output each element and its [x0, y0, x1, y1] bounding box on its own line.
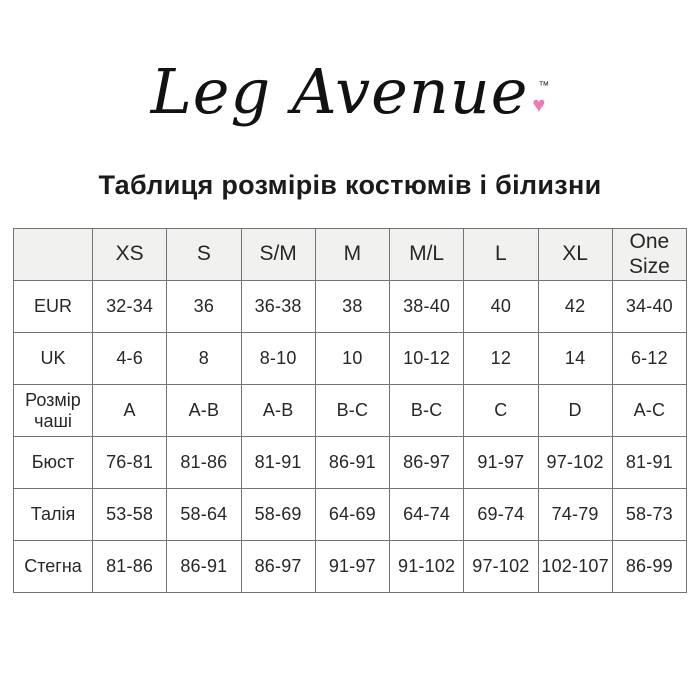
table-cell: 10-12 — [390, 333, 464, 385]
table-cell: 10 — [315, 333, 389, 385]
table-cell: 91-102 — [390, 541, 464, 593]
table-cell: 53-58 — [93, 489, 167, 541]
size-column-header: S — [167, 229, 241, 281]
table-cell: A — [93, 385, 167, 437]
table-cell: 86-91 — [167, 541, 241, 593]
row-label: EUR — [14, 281, 93, 333]
table-cell: A-C — [612, 385, 686, 437]
table-cell: B-C — [390, 385, 464, 437]
table-cell: 12 — [464, 333, 538, 385]
table-cell: 58-69 — [241, 489, 315, 541]
table-cell: 8-10 — [241, 333, 315, 385]
size-table-header — [14, 229, 687, 281]
table-cell: 64-74 — [390, 489, 464, 541]
table-row — [14, 281, 687, 333]
brand-logo-marks — [532, 81, 549, 116]
table-cell: 69-74 — [464, 489, 538, 541]
size-table-body — [14, 281, 687, 593]
table-cell: A-B — [167, 385, 241, 437]
table-cell: 81-86 — [167, 437, 241, 489]
heart-icon: ♥ — [532, 91, 546, 117]
brand-logo-text: Leg Avenue — [150, 55, 529, 128]
row-label: Талія — [14, 489, 93, 541]
table-cell: 34-40 — [612, 281, 686, 333]
table-row — [14, 541, 687, 593]
row-label: Розмір чаші — [14, 385, 93, 437]
table-cell: 38 — [315, 281, 389, 333]
table-cell: 58-64 — [167, 489, 241, 541]
row-label: UK — [14, 333, 93, 385]
table-cell: 97-102 — [464, 541, 538, 593]
table-cell: 81-91 — [612, 437, 686, 489]
table-cell: C — [464, 385, 538, 437]
size-column-header: S/M — [241, 229, 315, 281]
size-table — [13, 228, 687, 593]
table-cell: A-B — [241, 385, 315, 437]
table-cell: 81-86 — [93, 541, 167, 593]
table-cell: 97-102 — [538, 437, 612, 489]
table-cell: 8 — [167, 333, 241, 385]
table-cell: 86-97 — [390, 437, 464, 489]
table-cell: 32-34 — [93, 281, 167, 333]
table-cell: 42 — [538, 281, 612, 333]
table-cell: 58-73 — [612, 489, 686, 541]
table-cell: B-C — [315, 385, 389, 437]
corner-cell — [14, 229, 93, 281]
table-cell: 36-38 — [241, 281, 315, 333]
table-cell: 91-97 — [464, 437, 538, 489]
brand-logo — [0, 34, 700, 150]
table-cell: 4-6 — [93, 333, 167, 385]
table-cell: 36 — [167, 281, 241, 333]
table-row — [14, 385, 687, 437]
table-cell: 64-69 — [315, 489, 389, 541]
table-cell: 76-81 — [93, 437, 167, 489]
row-label: Стегна — [14, 541, 93, 593]
table-cell: 91-97 — [315, 541, 389, 593]
size-column-header: M/L — [390, 229, 464, 281]
table-cell: 81-91 — [241, 437, 315, 489]
table-cell: 86-91 — [315, 437, 389, 489]
table-cell: 74-79 — [538, 489, 612, 541]
table-cell: 6-12 — [612, 333, 686, 385]
table-row — [14, 333, 687, 385]
size-column-header: XL — [538, 229, 612, 281]
trademark-symbol: ™ — [538, 79, 550, 92]
table-row — [14, 437, 687, 489]
table-cell: D — [538, 385, 612, 437]
table-cell: 86-97 — [241, 541, 315, 593]
table-row — [14, 489, 687, 541]
row-label: Бюст — [14, 437, 93, 489]
size-column-header: L — [464, 229, 538, 281]
table-cell: 40 — [464, 281, 538, 333]
table-cell: 102-107 — [538, 541, 612, 593]
table-cell: 86-99 — [612, 541, 686, 593]
page-title: Таблиця розмірів костюмів і білизни — [98, 170, 602, 200]
table-cell: 38-40 — [390, 281, 464, 333]
size-column-header: One Size — [612, 229, 686, 281]
size-column-header: M — [315, 229, 389, 281]
size-column-header: XS — [93, 229, 167, 281]
table-cell: 14 — [538, 333, 612, 385]
header-row — [14, 229, 687, 281]
